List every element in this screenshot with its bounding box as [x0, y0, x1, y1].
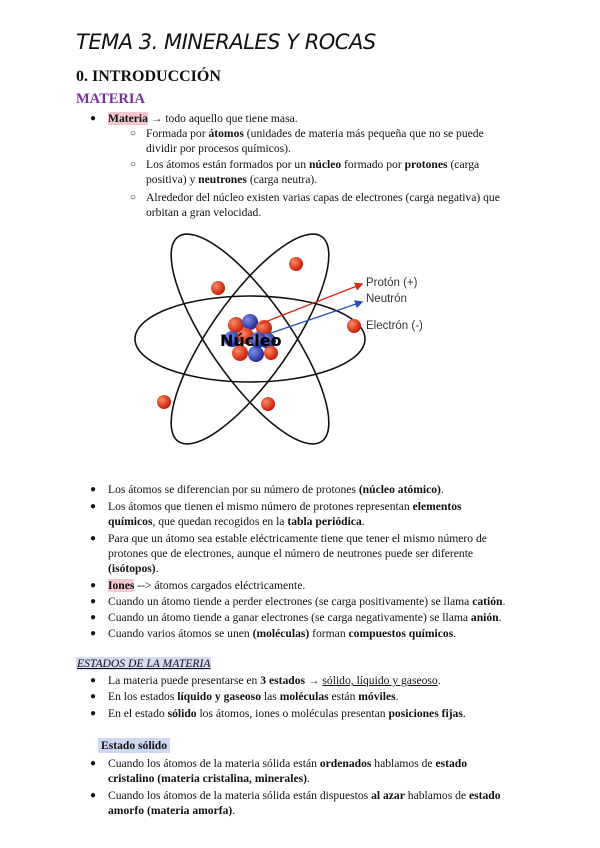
bullet-dot: ●: [90, 113, 97, 124]
materia-sub-2-cont: positiva) y neutrones (carga neutra).: [146, 173, 318, 186]
estados-3: En el estado sólido los átomos, iones o moléculas presentan posiciones fijas.: [108, 707, 466, 720]
bullet-isotopos: Para que un átomo sea estable eléctricamente tiene que tener el mismo número de: [108, 532, 487, 545]
solido-2-cont: amorfo (materia amorfa).: [108, 804, 236, 817]
solido-2: Cuando los átomos de la materia sólida están dispuestos al azar hablamos de estado: [108, 789, 501, 802]
materia-sub-1: Formada por átomos (unidades de materia más pequeña que no se puede: [146, 127, 484, 140]
materia-term: Materia: [108, 112, 148, 125]
materia-sub-1-cont: dividir por procesos químicos).: [146, 142, 291, 155]
bullet-protones: Los átomos se diferencian por su número de protones (núcleo atómico).: [108, 483, 444, 496]
solido-heading: Estado sólido: [98, 738, 170, 753]
bullet-dot: ●: [90, 533, 97, 544]
bullet-dot: ●: [90, 628, 97, 639]
section-heading: 0. INTRODUCCIÓN: [76, 68, 221, 85]
bullet-dot: ●: [90, 691, 97, 702]
estados-heading: ESTADOS DE LA MATERIA: [77, 657, 211, 670]
materia-definition: [108, 111, 298, 126]
proton-label: Protón (+): [366, 277, 418, 289]
estados-2: En los estados líquido y gaseoso las moléculas están móviles.: [108, 690, 399, 703]
bullet-dot: ●: [90, 580, 97, 591]
materia-sub-3-cont: orbitan a gran velocidad.: [146, 206, 262, 219]
bullet-dot: ●: [90, 790, 97, 801]
bullet-elementos: Los átomos que tienen el mismo número de protones representan elementos: [108, 500, 462, 513]
nucleus-label: Núcleo: [220, 331, 282, 350]
bullet-dot: ●: [90, 612, 97, 623]
bullet-moleculas: Cuando varios átomos se unen (moléculas) forman compuestos químicos.: [108, 627, 457, 640]
solido-1: Cuando los átomos de la materia sólida están ordenados hablamos de estado: [108, 757, 468, 770]
bullet-iones: Iones --> átomos cargados eléctricamente.: [108, 579, 306, 592]
bullet-dot: ●: [90, 758, 97, 769]
sub-bullet: ○: [130, 192, 137, 203]
bullet-anion: Cuando un átomo tiende a ganar electrones (se carga negativamente) se llama anión.: [108, 611, 502, 624]
estados-1: La materia puede presentarse en 3 estados → sólido, líquido y gaseoso.: [108, 674, 441, 687]
bullet-cation: Cuando un átomo tiende a perder electrones (se carga positivamente) se llama catión.: [108, 595, 506, 608]
bullet-dot: ●: [90, 708, 97, 719]
bullet-dot: ●: [90, 501, 97, 512]
bullet-dot: ●: [90, 484, 97, 495]
bullet-elementos-cont: químicos, que quedan recogidos en la tabla periódica.: [108, 515, 365, 528]
electron-label: Electrón (-): [366, 320, 423, 332]
materia-sub-3: Alrededor del núcleo existen varias capas de electrones (carga negativa) que: [146, 191, 500, 204]
solido-1-cont: cristalino (materia cristalina, minerales).: [108, 772, 310, 785]
materia-definition-text: → todo aquello que tiene masa.: [147, 112, 298, 125]
bullet-isotopos-cont: protones que de electrones, aunque el número de neutrones puede ser diferente: [108, 547, 474, 560]
neutron-label: Neutrón: [366, 293, 407, 305]
atom-diagram: [128, 222, 434, 464]
sub-bullet: ○: [130, 159, 137, 170]
bullet-dot: ●: [90, 675, 97, 686]
subheading-materia: MATERIA: [76, 91, 146, 107]
materia-sub-2: Los átomos están formados por un núcleo formado por protones (carga: [146, 158, 480, 171]
page-title: TEMA 3. MINERALES Y ROCAS: [76, 30, 376, 54]
proton-arrow: [260, 284, 362, 324]
sub-bullet: ○: [130, 128, 137, 139]
bullet-isotopos-cont2: (isótopos).: [108, 562, 159, 575]
bullet-dot: ●: [90, 596, 97, 607]
